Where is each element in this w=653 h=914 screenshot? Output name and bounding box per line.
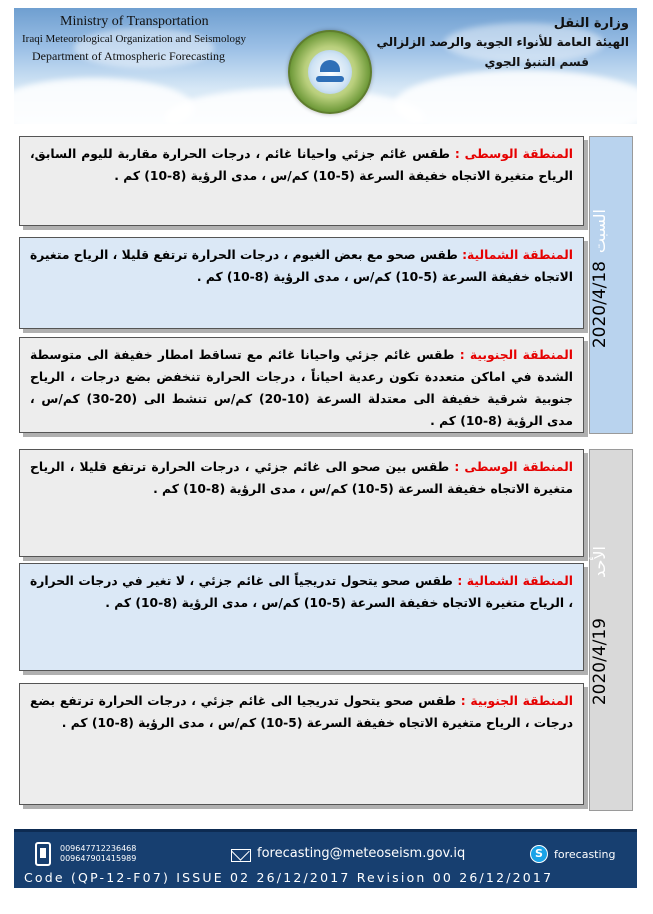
forecast-text: طقس بين صحو الى غائم جزئي ، درجات الحرارة ترتفع قليلا ، الرياح متغيرة الاتجاه خفيفة السرعة (5-10) كم/س ، مدى الرؤية (8-10) كم .	[30, 460, 573, 496]
phone-number: 009647712236468	[60, 844, 137, 853]
day-tab-saturday	[589, 136, 633, 434]
logo-emblem-icon	[308, 50, 352, 94]
department-name-ar: قسم التنبؤ الجوي	[484, 55, 589, 69]
ministry-name-en: Ministry of Transportation	[60, 14, 209, 29]
phone-icon	[35, 842, 51, 866]
skype-icon: S	[530, 845, 548, 863]
region-label: المنطقة الوسطى :	[454, 460, 574, 474]
forecast-box-north	[19, 237, 584, 329]
region-label: المنطقة الشمالية:	[462, 248, 573, 262]
mail-icon	[231, 849, 251, 862]
forecast-box-south	[19, 683, 584, 805]
forecast-text: طقس صحو يتحول تدريجيا الى غائم جزئي ، درجات الحرارة ترتفع بضع درجات ، الرياح متغيرة الاتجاه خفيفة السرعة (5-10) كم/س ، مدى الرؤية (8-10) كم .	[30, 694, 573, 730]
forecast-box-central	[19, 136, 584, 226]
header-banner	[14, 8, 637, 124]
day-tab-sunday	[589, 449, 633, 811]
forecast-text: طقس صحو مع بعض الغيوم ، درجات الحرارة ترتفع قليلا ، الرياح متغيرة الاتجاه خفيفة السرعة (5-10) كم/س ، مدى الرؤية (8-10) كم .	[30, 248, 573, 284]
organization-logo	[288, 30, 372, 114]
organization-name-ar: الهيئة العامة للأنواء الجوية والرصد الزلزالي	[376, 35, 629, 49]
forecast-box-central	[19, 449, 584, 557]
region-label: المنطقة الشمالية :	[457, 574, 573, 588]
forecast-text: طقس غائم جزئي واحيانا غائم مع تساقط امطار خفيفة الى متوسطة الشدة في اماكن متعددة تكون رعدية احياناً ، درجات الحرارة تنخفض بضع درجات ، الرياح جنوبية شرقية خفيفة الى معتدلة السرعة (10-20) كم/س تنشط الى (20-30) كم/س ، مدى الرؤية (8-10) كم .	[30, 348, 574, 428]
day-name: السبت	[590, 209, 609, 254]
cloud-decoration	[394, 70, 637, 124]
forecast-text: طقس صحو يتحول تدريجياً الى غائم جزئي ، لا تغير في درجات الحرارة ، الرياح متغيرة الاتجاه خفيفة السرعة (5-10) كم/س ، مدى الرؤية (8-10) كم .	[30, 574, 573, 610]
forecast-box-south	[19, 337, 584, 433]
department-name-en: Department of Atmospheric Forecasting	[32, 49, 225, 63]
day-date: 2020/4/19	[590, 618, 610, 706]
header-english-text	[22, 14, 246, 64]
day-name: الأحد	[590, 546, 609, 578]
forecast-box-north	[19, 563, 584, 671]
day-date: 2020/4/18	[590, 261, 610, 349]
email-address[interactable]: forecasting@meteoseism.gov.iq	[257, 846, 466, 861]
skype-handle[interactable]: forecasting	[554, 848, 616, 861]
region-label: المنطقة الوسطى :	[454, 147, 573, 161]
organization-name-en: Iraqi Meteorological Organization and Seismology	[22, 33, 247, 45]
document-code-line: Code (QP-12-F07) ISSUE 02 26/12/2017 Revision 00 26/12/2017	[24, 870, 554, 885]
forecast-text: طقس غائم جزئي واحيانا غائم ، درجات الحرارة مقاربة لليوم السابق، الرياح متغيرة الاتجاه خفيفة السرعة (5-10) كم/س ، مدى الرؤية (8-10) كم .	[30, 147, 573, 183]
phone-number: 009647901415989	[60, 854, 137, 863]
ministry-name-ar: وزارة النقل	[553, 16, 629, 31]
region-label: المنطقة الجنوبية :	[459, 348, 573, 362]
region-label: المنطقة الجنوبية :	[460, 694, 574, 708]
footer-bar	[14, 829, 637, 888]
header-arabic-text	[377, 16, 629, 69]
phone-numbers	[60, 844, 136, 864]
